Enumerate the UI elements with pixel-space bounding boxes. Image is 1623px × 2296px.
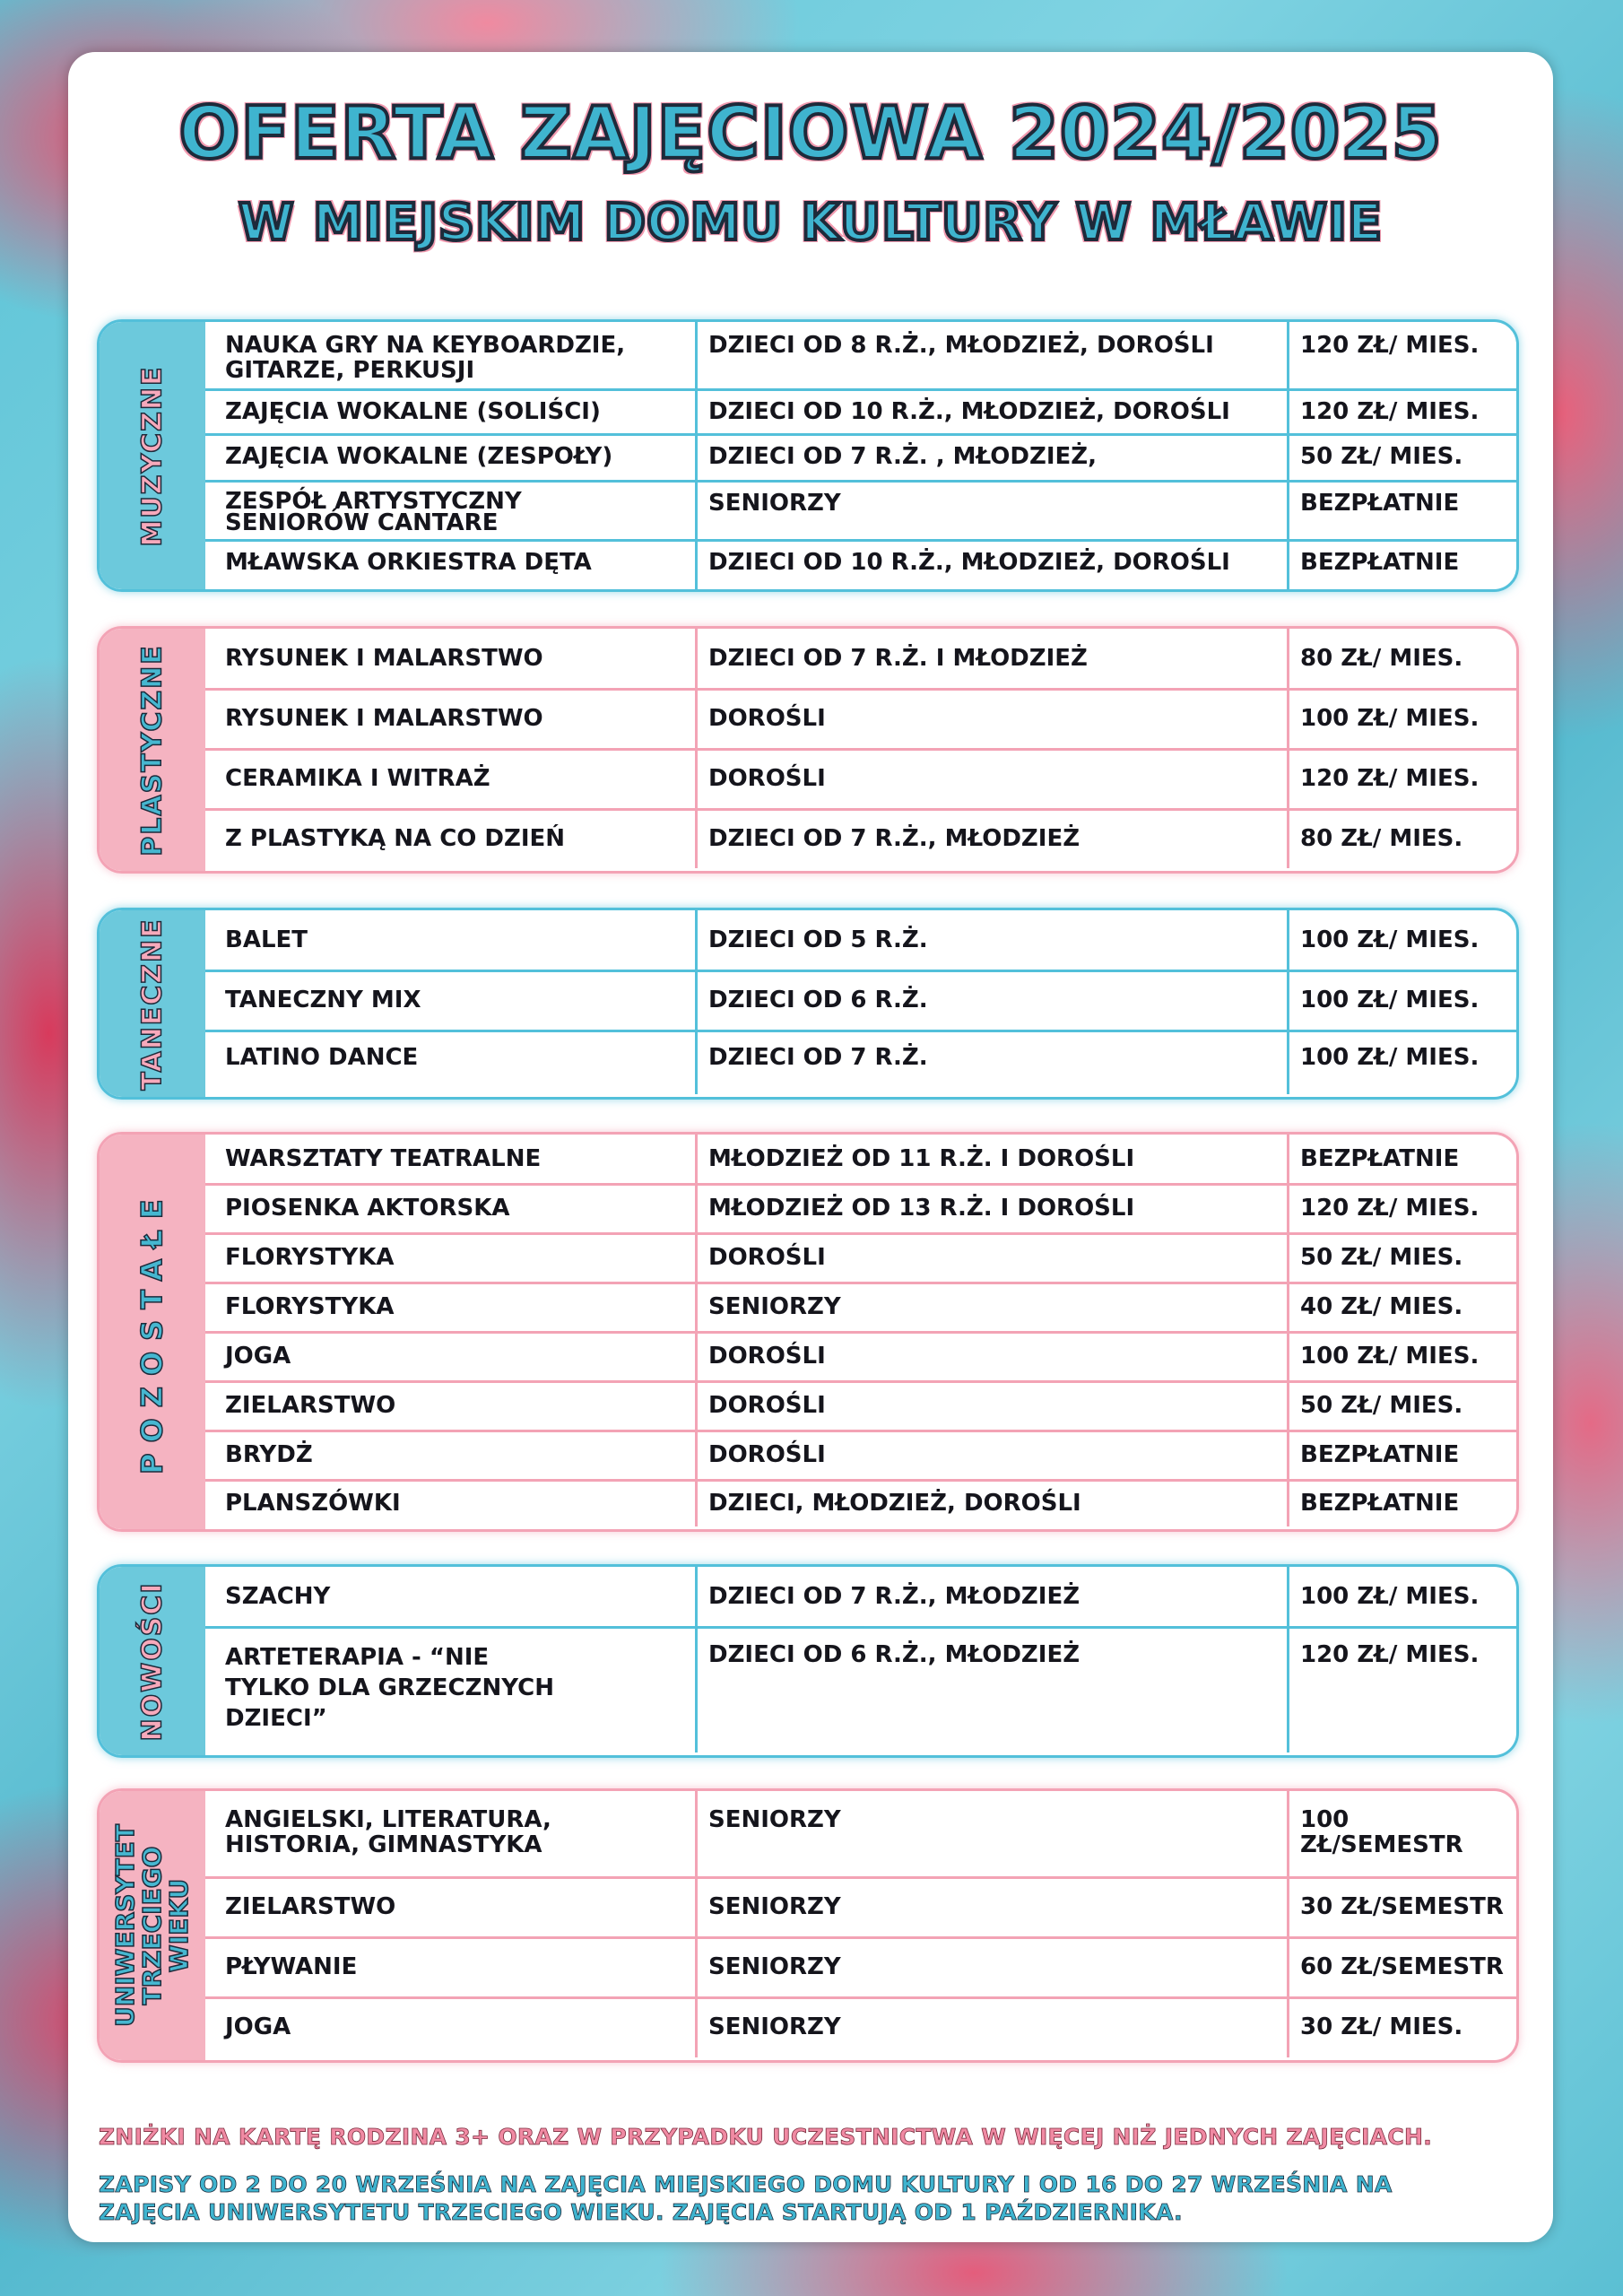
activity-audience: SENIORZY — [695, 480, 1287, 539]
section-label-box — [100, 1791, 205, 2060]
activity-price: 120 ZŁ/ MIES. — [1287, 748, 1516, 808]
activity-price: 120 ZŁ/ MIES. — [1287, 388, 1516, 433]
activity-price: 50 ZŁ/ MIES. — [1287, 433, 1516, 480]
activity-audience: MŁODZIEŻ OD 11 R.Ż. I DOROŚLI — [695, 1135, 1287, 1183]
section-label-box — [100, 1135, 205, 1529]
activity-name: RYSUNEK I MALARSTWO — [225, 704, 543, 732]
table-row — [205, 748, 1516, 811]
activity-price: BEZPŁATNIE — [1287, 1479, 1516, 1526]
section-label: POZOSTAŁE — [135, 1188, 169, 1475]
activity-name: WARSZTATY TEATRALNE — [225, 1145, 542, 1172]
activity-price: 120 ZŁ/ MIES. — [1287, 1183, 1516, 1232]
section-label — [112, 1824, 193, 2027]
activity-audience: SENIORZY — [695, 1791, 1287, 1876]
table-row — [205, 539, 1516, 589]
section-label-line: WIEKU — [164, 1878, 194, 1973]
activity-price: BEZPŁATNIE — [1287, 1430, 1516, 1479]
activity-price: 30 ZŁ/SEMESTR — [1287, 1876, 1516, 1936]
table-row — [205, 1232, 1516, 1284]
table-row — [205, 808, 1516, 868]
activity-price: 100 ZŁ/ MIES. — [1287, 1331, 1516, 1380]
activity-price: 100 ZŁ/ MIES. — [1287, 970, 1516, 1030]
activity-price: BEZPŁATNIE — [1287, 539, 1516, 589]
activity-name: MŁAWSKA ORKIESTRA DĘTA — [225, 549, 592, 576]
activity-audience: DZIECI OD 7 R.Ż. I MŁODZIEŻ — [695, 629, 1287, 688]
activity-audience: SENIORZY — [695, 1876, 1287, 1936]
activity-audience: SENIORZY — [695, 1282, 1287, 1331]
activity-audience: DZIECI OD 8 R.Ż., MŁODZIEŻ, DOROŚLI — [695, 322, 1287, 388]
activity-name: PLANSZÓWKI — [225, 1489, 401, 1517]
page-title: OFERTA ZAJĘCIOWA 2024/2025 — [178, 91, 1443, 175]
activity-name: SZACHY — [225, 1583, 331, 1610]
activity-name: TANECZNY MIX — [225, 986, 421, 1013]
activity-audience: DZIECI OD 10 R.Ż., MŁODZIEŻ, DOROŚLI — [695, 539, 1287, 589]
offer-card — [68, 52, 1553, 2242]
table-row — [205, 1380, 1516, 1432]
activity-audience: MŁODZIEŻ OD 13 R.Ż. I DOROŚLI — [695, 1183, 1287, 1232]
activity-name: LATINO DANCE — [225, 1044, 419, 1071]
activity-name: FLORYSTYKA — [225, 1292, 395, 1320]
table-row — [205, 1626, 1516, 1752]
activity-audience: DZIECI OD 5 R.Ż. — [695, 910, 1287, 970]
activity-price: 50 ZŁ/ MIES. — [1287, 1232, 1516, 1282]
activity-price: BEZPŁATNIE — [1287, 480, 1516, 539]
activity-audience: DZIECI OD 7 R.Ż., MŁODZIEŻ — [695, 808, 1287, 868]
section-label-box — [100, 322, 205, 589]
enrollment-note: ZAPISY OD 2 DO 20 WRZEŚNIA NA ZAJĘCIA MIEJSKIEGO DOMU KULTURY I OD 16 DO 27 WRZEŚNIA NA ZAJĘCIA UNIWERSYTETU TRZECIEGO WIEKU. ZAJĘCIA STARTUJĄ OD 1 PAŹDZIERNIKA. — [99, 2171, 1393, 2225]
section-label-line: UNIWERSYTET — [110, 1824, 140, 2027]
page-subtitle: W MIEJSKIM DOMU KULTURY W MŁAWIE — [238, 194, 1384, 252]
section-label: NOWOŚCI — [136, 1581, 169, 1741]
activity-price: 100 ZŁ/ MIES. — [1287, 688, 1516, 748]
activity-name: ZESPÓŁ ARTYSTYCZNY SENIORÓW CANTARE — [225, 488, 522, 536]
section-taneczne — [97, 908, 1519, 1100]
activity-name: BRYDŻ — [225, 1440, 313, 1468]
discount-note: ZNIŻKI NA KARTĘ RODZINA 3+ ORAZ W PRZYPADKU UCZESTNICTWA W WIĘCEJ NIŻ JEDNYCH ZAJĘCIACH. — [99, 2124, 1433, 2150]
section-label-box — [100, 910, 205, 1097]
table-row — [205, 1183, 1516, 1235]
section-pozostale — [97, 1132, 1519, 1532]
activity-audience: DOROŚLI — [695, 748, 1287, 808]
table-row — [205, 1135, 1516, 1186]
activity-name: Z PLASTYKĄ NA CO DZIEŃ — [225, 824, 566, 852]
activity-audience: SENIORZY — [695, 1936, 1287, 1996]
activity-price: BEZPŁATNIE — [1287, 1135, 1516, 1183]
table-row — [205, 480, 1516, 542]
section-label: PLASTYCZNE — [136, 643, 169, 857]
table-row — [205, 1331, 1516, 1383]
table-row — [205, 1282, 1516, 1334]
table-row — [205, 322, 1516, 391]
activity-price: 30 ZŁ/ MIES. — [1287, 1996, 1516, 2057]
section-label-box — [100, 629, 205, 871]
activity-name: CERAMIKA I WITRAŻ — [225, 764, 490, 792]
activity-name: ARTETERAPIA - “NIE TYLKO DLA GRZECZNYCH DZIECI” — [225, 1644, 554, 1732]
activity-audience: DOROŚLI — [695, 1430, 1287, 1479]
activity-audience: DZIECI OD 7 R.Ż. , MŁODZIEŻ, — [695, 433, 1287, 480]
activity-price: 60 ZŁ/SEMESTR — [1287, 1936, 1516, 1996]
activity-audience: DZIECI OD 10 R.Ż., MŁODZIEŻ, DOROŚLI — [695, 388, 1287, 433]
table-row — [205, 1936, 1516, 1999]
activity-price: 100 ZŁ/ MIES. — [1287, 910, 1516, 970]
activity-price: 120 ZŁ/ MIES. — [1287, 322, 1516, 388]
table-row — [205, 388, 1516, 436]
activity-price: 80 ZŁ/ MIES. — [1287, 808, 1516, 868]
section-label: TANECZNE — [136, 917, 169, 1091]
activity-audience: DOROŚLI — [695, 1380, 1287, 1430]
table-row — [205, 433, 1516, 483]
section-nowosci — [97, 1564, 1519, 1758]
table-row — [205, 688, 1516, 751]
activity-name: ANGIELSKI, LITERATURA, HISTORIA, GIMNASTYKA — [225, 1806, 551, 1858]
activity-audience: DOROŚLI — [695, 688, 1287, 748]
activity-audience: DZIECI OD 6 R.Ż., MŁODZIEŻ — [695, 1626, 1287, 1752]
activity-audience: DZIECI OD 7 R.Ż. — [695, 1030, 1287, 1094]
table-row — [205, 1791, 1516, 1879]
activity-price: 100 ZŁ/ MIES. — [1287, 1567, 1516, 1626]
activity-audience: DOROŚLI — [695, 1331, 1287, 1380]
section-label-line: TRZECIEGO — [137, 1846, 167, 2005]
activity-audience: DOROŚLI — [695, 1232, 1287, 1282]
activity-price: 100 ZŁ/ MIES. — [1287, 1030, 1516, 1094]
activity-price: 50 ZŁ/ MIES. — [1287, 1380, 1516, 1430]
activity-audience: DZIECI OD 6 R.Ż. — [695, 970, 1287, 1030]
activity-name: PŁYWANIE — [225, 1952, 358, 1980]
activity-audience: DZIECI OD 7 R.Ż., MŁODZIEŻ — [695, 1567, 1287, 1626]
activity-name: ZAJĘCIA WOKALNE (ZESPOŁY) — [225, 443, 613, 470]
table-row — [205, 1876, 1516, 1939]
table-row — [205, 910, 1516, 972]
activity-name: FLORYSTYKA — [225, 1243, 395, 1271]
section-utw — [97, 1788, 1519, 2063]
table-row — [205, 1996, 1516, 2057]
activity-name: ZIELARSTWO — [225, 1391, 396, 1419]
activity-name: NAUKA GRY NA KEYBOARDZIE, GITARZE, PERKUSJI — [225, 332, 626, 384]
table-row — [205, 1030, 1516, 1094]
table-row — [205, 1567, 1516, 1629]
activity-price: 120 ZŁ/ MIES. — [1287, 1626, 1516, 1752]
section-muzyczne — [97, 319, 1519, 592]
activity-name: JOGA — [225, 2013, 291, 2040]
table-row — [205, 1430, 1516, 1482]
section-label: MUZYCZNE — [136, 365, 169, 546]
activity-name: JOGA — [225, 1342, 291, 1370]
table-row — [205, 629, 1516, 691]
activity-audience: SENIORZY — [695, 1996, 1287, 2057]
table-row — [205, 1479, 1516, 1526]
activity-price: 80 ZŁ/ MIES. — [1287, 629, 1516, 688]
section-label-box — [100, 1567, 205, 1755]
activity-name: PIOSENKA AKTORSKA — [225, 1194, 510, 1222]
activity-audience: DZIECI, MŁODZIEŻ, DOROŚLI — [695, 1479, 1287, 1526]
activity-price: 100 ZŁ/SEMESTR — [1287, 1791, 1516, 1876]
activity-name: ZIELARSTWO — [225, 1892, 396, 1920]
activity-name: ZAJĘCIA WOKALNE (SOLIŚCI) — [225, 398, 601, 425]
activity-name: RYSUNEK I MALARSTWO — [225, 645, 543, 672]
table-row — [205, 970, 1516, 1032]
activity-name: BALET — [225, 926, 308, 953]
section-plastyczne — [97, 626, 1519, 874]
activity-price: 40 ZŁ/ MIES. — [1287, 1282, 1516, 1331]
